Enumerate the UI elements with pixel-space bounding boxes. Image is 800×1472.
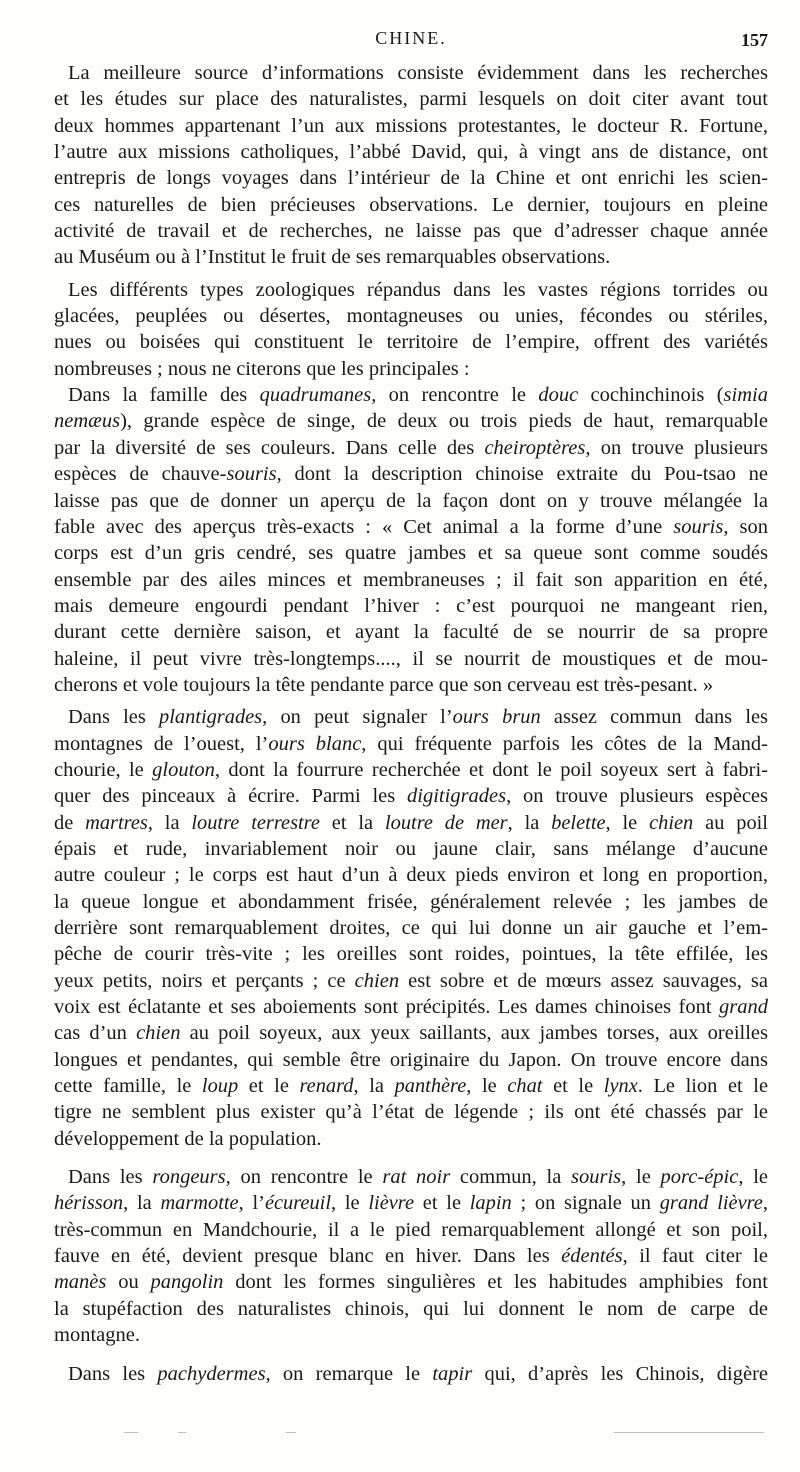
text-line: nombreuses ; nous ne citerons que les principales : — [54, 357, 470, 380]
text-line: Dans la famille des quadrumanes, on rencontre le douc cochinchinois (simia — [68, 384, 768, 407]
text-line: l’autre aux missions catholiques, l’abbé David, qui, à vingt ans de distance, ont — [54, 141, 768, 164]
text-line: fauve en été, devient presque blanc en hiver. Dans les édentés, il faut citer le — [54, 1245, 768, 1268]
text-line: montagnes de l’ouest, l’ours blanc, qui fréquente parfois les côtes de la Mand- — [54, 732, 768, 755]
paragraph-quadrumanes — [54, 382, 768, 698]
text-line: haleine, il peut vivre très-longtemps...., il se nourrit de moustiques et de mou- — [54, 647, 768, 670]
text-line: mais demeure engourdi pendant l’hiver : c’est pourquoi ne mangeant rien, — [54, 594, 768, 617]
text-line: ces naturelles de bien précieuses observations. Le dernier, toujours en pleine — [54, 193, 768, 216]
text-line: nues ou boisées qui constituent le territoire de l’empire, offrent des variétés — [54, 331, 768, 354]
text-line: tigre ne semblent plus exister qu’à l’état de légende ; ils ont été chassés par le — [54, 1101, 768, 1124]
text-line: très-commun en Mandchourie, il a le pied remarquablement allongé et son poil, — [54, 1218, 768, 1241]
text-line: Dans les pachydermes, on remarque le tapir qui, d’après les Chinois, digère — [68, 1362, 768, 1385]
text-line: chourie, le glouton, dont la fourrure recherchée et dont le poil soyeux sert à fabri- — [54, 758, 768, 781]
print-mark — [178, 1432, 186, 1433]
text-line: yeux petits, noirs et perçants ; ce chien est sobre et de mœurs assez sauvages, sa — [54, 969, 768, 992]
text-line: durant cette dernière saison, et ayant la faculté de se nourrir de sa propre — [54, 621, 768, 644]
text-line: voix est éclatante et ses aboiements sont précipités. Les dames chinoises font grand — [54, 996, 768, 1019]
text-line: au Muséum ou à l’Institut le fruit de ses remarquables observations. — [54, 246, 611, 269]
paragraph-sources — [54, 60, 768, 271]
text-line: laisse pas que de donner un aperçu de la façon dont on y trouve mélangée la — [54, 489, 768, 512]
text-line: cherons et vole toujours la tête pendante parce que son cerveau est très-pesant. » — [54, 673, 714, 696]
text-line: nemæus), grande espèce de singe, de deux ou trois pieds de haut, remarquable — [54, 410, 768, 433]
text-line: manès ou pangolin dont les formes singulières et les habitudes amphibies font — [54, 1271, 768, 1294]
text-line: Les différents types zoologiques répandus dans les vastes régions torrides ou — [68, 278, 768, 301]
text-line: la queue longue et abondamment frisée, généralement relevée ; les jambes de — [54, 890, 768, 913]
text-line: corps est d’un gris cendré, ses quatre jambes et sa queue sont comme soudés — [54, 542, 768, 565]
text-line: espèces de chauve-souris, dont la description chinoise extraite du Pou-tsao ne — [54, 463, 768, 486]
text-line: fable avec des aperçus très-exacts : « Cet animal a la forme d’une souris, son — [54, 515, 768, 538]
page-footer-marks — [54, 1432, 768, 1442]
text-line: et les études sur place des naturalistes, parmi lesquels on doit citer avant tout — [54, 88, 768, 111]
text-line: Dans les rongeurs, on rencontre le rat noir commun, la souris, le porc-épic, le — [68, 1166, 768, 1189]
text-line: glacées, peuplées ou désertes, montagneuses ou unies, fécondes ou stériles, — [54, 305, 768, 328]
text-line: cas d’un chien au poil soyeux, aux yeux saillants, aux jambes torses, aux oreilles — [54, 1022, 768, 1045]
print-mark — [124, 1432, 138, 1433]
page-number: 157 — [741, 30, 768, 50]
text-line: deux hommes appartenant l’un aux missions protestantes, le docteur R. Fortune, — [54, 114, 768, 137]
paragraph-types — [54, 277, 768, 382]
text-line: entrepris de longs voyages dans l’intérieur de la Chine et ont enrichi les scien- — [54, 167, 768, 190]
text-line: ensemble par des ailes minces et membraneuses ; il fait son apparition en été, — [54, 568, 768, 591]
text-line: pêche de courir très-vite ; les oreilles sont roides, pointues, la tête effilée, les — [54, 943, 768, 966]
text-line: la stupéfaction des naturalistes chinois, qui lui donnent le nom de carpe de — [54, 1297, 768, 1320]
text-line: par la diversité de ses couleurs. Dans celle des cheiroptères, on trouve plusieurs — [54, 436, 768, 459]
running-head — [54, 28, 768, 54]
text-line: hérisson, la marmotte, l’écureuil, le lièvre et le lapin ; on signale un grand lièvre, — [54, 1192, 768, 1215]
text-line: Dans les plantigrades, on peut signaler l’ours brun assez commun dans les — [68, 706, 768, 729]
text-line: derrière sont remarquablement droites, ce qui lui donne un air gauche et l’em- — [54, 917, 768, 939]
text-line: La meilleure source d’informations consiste évidemment dans les recherches — [68, 62, 768, 84]
text-line: épais et rude, invariablement noir ou jaune clair, sans mélange d’aucune — [54, 837, 768, 860]
body-text — [54, 60, 768, 1387]
print-mark — [614, 1432, 764, 1433]
text-line: cette famille, le loup et le renard, la panthère, le chat et le lynx. Le lion et le — [54, 1075, 768, 1098]
text-line: développement de la population. — [54, 1127, 322, 1150]
text-line: longues et pendantes, qui semble être originaire du Japon. On trouve encore dans — [54, 1048, 768, 1071]
paragraph-rongeurs — [54, 1164, 768, 1348]
text-line: activité de travail et de recherches, ne laisse pas que d’adresser chaque année — [54, 220, 768, 243]
print-mark — [286, 1432, 296, 1433]
text-line: de martres, la loutre terrestre et la loutre de mer, la belette, le chien au poil — [54, 811, 768, 834]
paragraph-pachydermes — [54, 1361, 768, 1387]
running-title: CHINE. — [375, 28, 447, 48]
text-line: montagne. — [54, 1324, 140, 1347]
text-line: autre couleur ; le corps est haut d’un à deux pieds environ et long en proportion, — [54, 864, 768, 887]
text-line: quer des pinceaux à écrire. Parmi les digitigrades, on trouve plusieurs espèces — [54, 785, 768, 808]
paragraph-carnivores — [54, 704, 768, 1152]
